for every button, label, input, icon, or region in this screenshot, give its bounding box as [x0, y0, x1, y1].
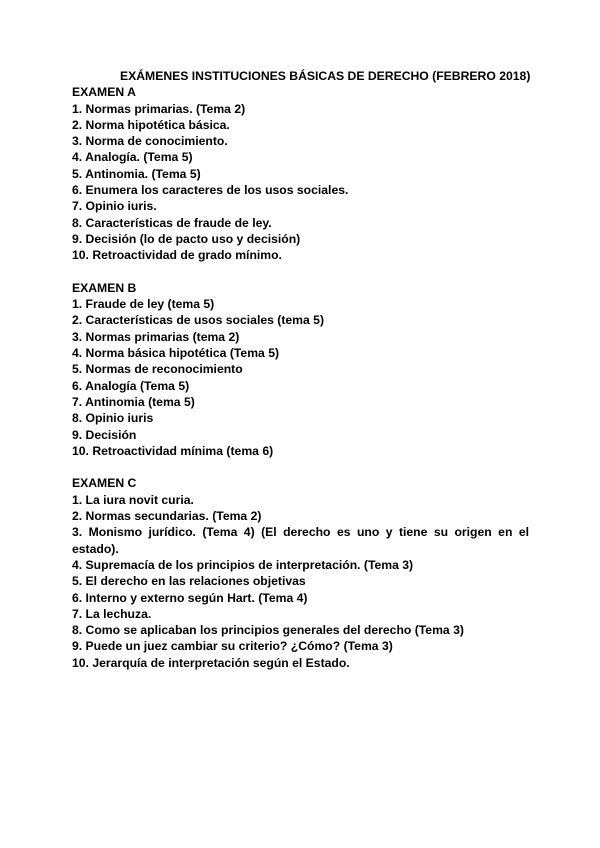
question-item: 9. Puede un juez cambiar su criterio? ¿Cómo? (Tema 3): [72, 639, 393, 654]
exam-b-heading: EXAMEN B: [72, 280, 137, 295]
document-page: [72, 68, 529, 687]
question-item: 9. Decisión (lo de pacto uso y decisión): [72, 231, 301, 246]
question-item: 4. Supremacía de los principios de interpretación. (Tema 3): [72, 557, 414, 572]
exam-c-question-list: [72, 492, 529, 671]
question-item: 7. La lechuza.: [72, 606, 152, 621]
question-item: 8. Opinio iuris: [72, 411, 154, 426]
question-item: 4. Analogía. (Tema 5): [72, 150, 193, 165]
exam-a-section: [72, 84, 529, 263]
exam-a-heading: EXAMEN A: [72, 85, 136, 100]
question-item: 10. Retroactividad mínima (tema 6): [72, 443, 274, 458]
question-item: 6. Analogía (Tema 5): [72, 378, 190, 393]
question-item: 1. Fraude de ley (tema 5): [72, 297, 215, 312]
question-item: 3. Normas primarias (tema 2): [72, 329, 240, 344]
question-item: 7. Opinio iuris.: [72, 199, 157, 214]
question-item: 1. La iura novit curia.: [72, 492, 194, 507]
exam-a-question-list: [72, 101, 529, 264]
question-item: 6. Enumera los caracteres de los usos sociales.: [72, 183, 349, 198]
exam-b-section: [72, 280, 529, 459]
question-item: 2. Norma hipotética básica.: [72, 117, 230, 132]
document-title: EXÁMENES INSTITUCIONES BÁSICAS DE DERECHO (FEBRERO 2018): [120, 69, 531, 83]
question-item: 5. Antinomia. (Tema 5): [72, 166, 201, 181]
question-item: 1. Normas primarias. (Tema 2): [72, 101, 246, 116]
question-item: 3. Norma de conocimiento.: [72, 134, 228, 149]
question-item: 6. Interno y externo según Hart. (Tema 4): [72, 590, 308, 605]
question-item: 4. Norma básica hipotética (Tema 5): [72, 346, 280, 361]
question-item: 5. El derecho en las relaciones objetivas: [72, 574, 306, 589]
question-item: 3. Monismo jurídico. (Tema 4) (El derecho es uno y tiene su origen en el estado).: [72, 525, 529, 556]
exam-b-question-list: [72, 296, 529, 459]
question-item: 2. Normas secundarias. (Tema 2): [72, 509, 262, 524]
exam-c-heading: EXAMEN C: [72, 476, 137, 491]
question-item: 7. Antinomia (tema 5): [72, 394, 195, 409]
exam-c-section: [72, 475, 529, 671]
question-item: 8. Como se aplicaban los principios generales del derecho (Tema 3): [72, 623, 464, 638]
question-item: 2. Características de usos sociales (tema 5): [72, 313, 325, 328]
question-item: 10. Jerarquía de interpretación según el Estado.: [72, 655, 350, 670]
question-item: 9. Decisión: [72, 427, 137, 442]
question-item: 5. Normas de reconocimiento: [72, 362, 243, 377]
question-item: 10. Retroactividad de grado mínimo.: [72, 248, 282, 263]
question-item: 8. Características de fraude de ley.: [72, 215, 272, 230]
